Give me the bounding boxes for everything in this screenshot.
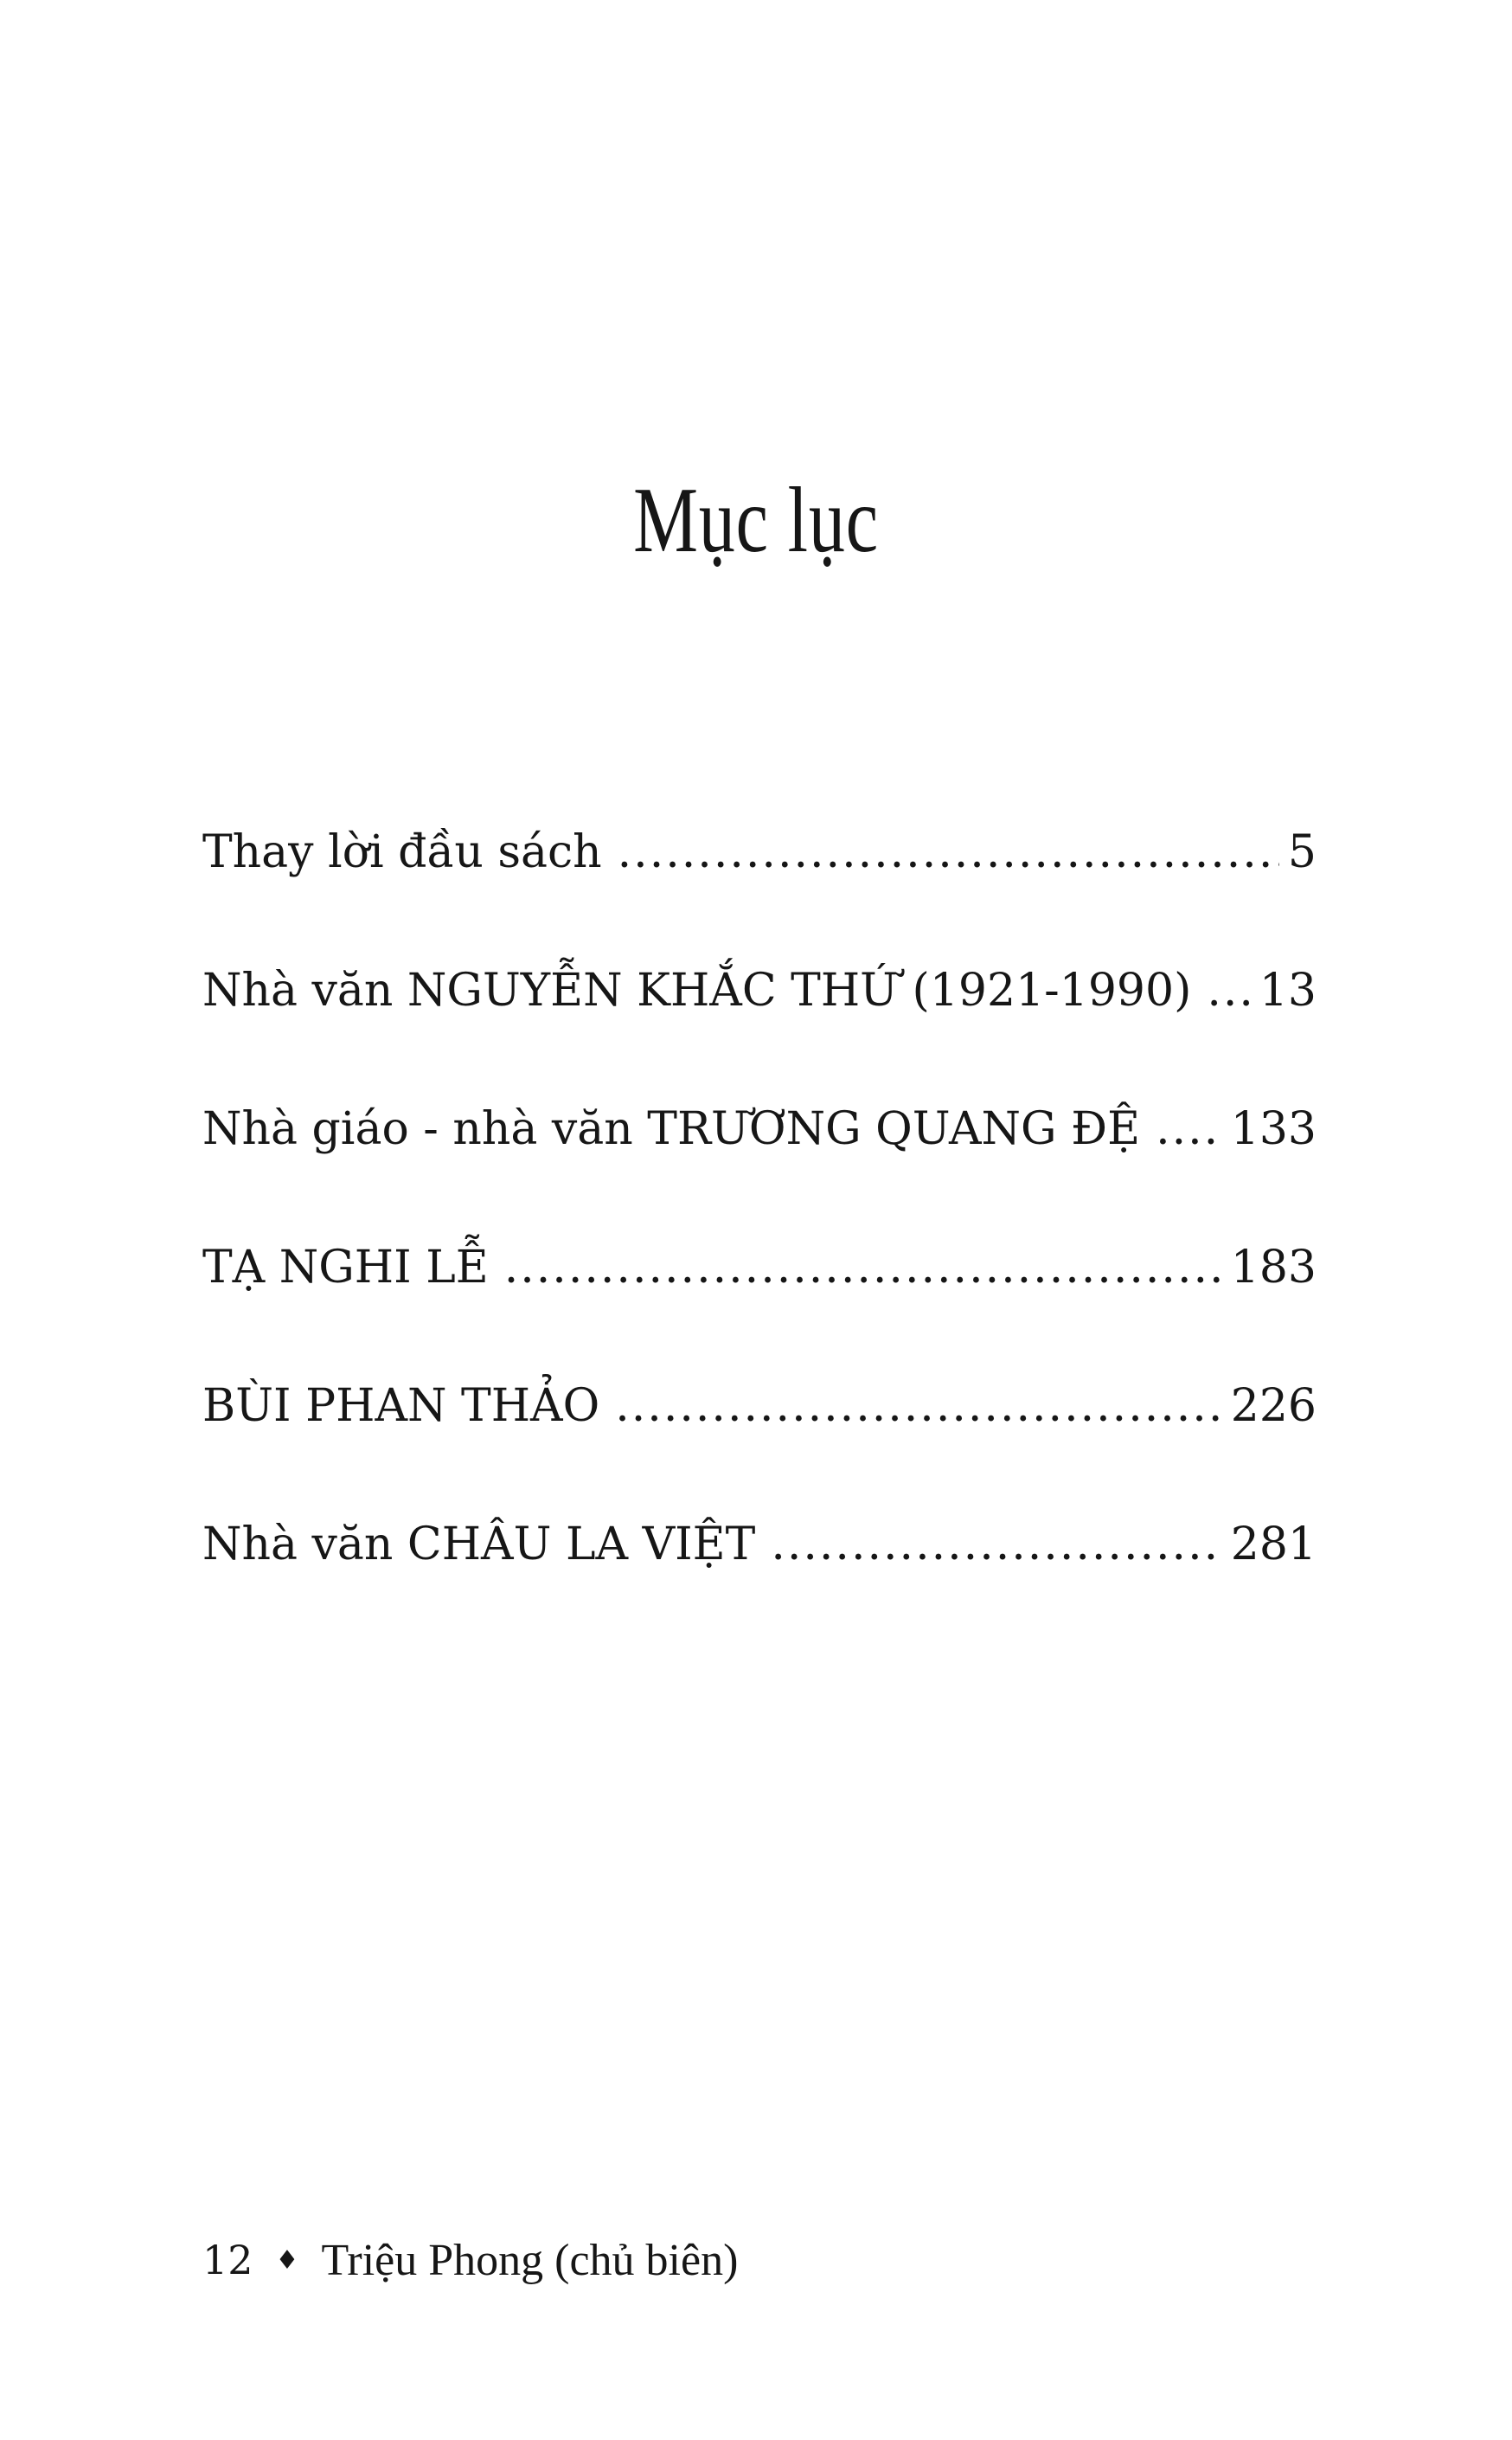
dot-leader — [618, 813, 1279, 891]
page-number: 12 — [202, 2237, 253, 2283]
toc-entry[interactable] — [202, 1506, 1317, 1583]
page-footer — [202, 2225, 738, 2295]
dot-leader — [1156, 1090, 1222, 1168]
toc-entry-page: 226 — [1230, 1380, 1317, 1432]
dot-leader — [615, 1367, 1221, 1445]
toc-entry[interactable] — [202, 1367, 1317, 1445]
dot-leader — [1207, 952, 1250, 1030]
diamond-bullet-icon: ♦ — [275, 2244, 299, 2276]
book-author: Triệu Phong (chủ biên) — [321, 2235, 739, 2285]
toc-entry-page: 133 — [1230, 1103, 1317, 1155]
toc-entry-label: TẠ NGHI LỄ — [202, 1242, 489, 1294]
toc-entry[interactable] — [202, 1090, 1317, 1168]
toc-entry-label: Thay lời đầu sách — [202, 826, 602, 878]
toc-entry-page: 5 — [1287, 826, 1317, 878]
toc-entry-page: 281 — [1230, 1519, 1317, 1570]
dot-leader — [504, 1229, 1222, 1307]
toc-entry-label: BÙI PHAN THẢO — [202, 1380, 600, 1432]
toc-entry-page: 183 — [1230, 1242, 1317, 1294]
toc-entry-label: Nhà giáo - nhà văn TRƯƠNG QUANG ĐỆ — [202, 1103, 1141, 1155]
toc-entry-label: Nhà văn NGUYỄN KHẮC THỨ (1921-1990) — [202, 965, 1192, 1017]
toc-entry[interactable] — [202, 1229, 1317, 1307]
toc-entry[interactable] — [202, 813, 1317, 891]
toc-entry-page: 13 — [1259, 965, 1317, 1017]
dot-leader — [771, 1506, 1221, 1583]
toc-entry-label: Nhà văn CHÂU LA VIỆT — [202, 1519, 756, 1570]
toc-title: Mục lục — [633, 469, 879, 572]
toc-entry[interactable] — [202, 952, 1317, 1030]
